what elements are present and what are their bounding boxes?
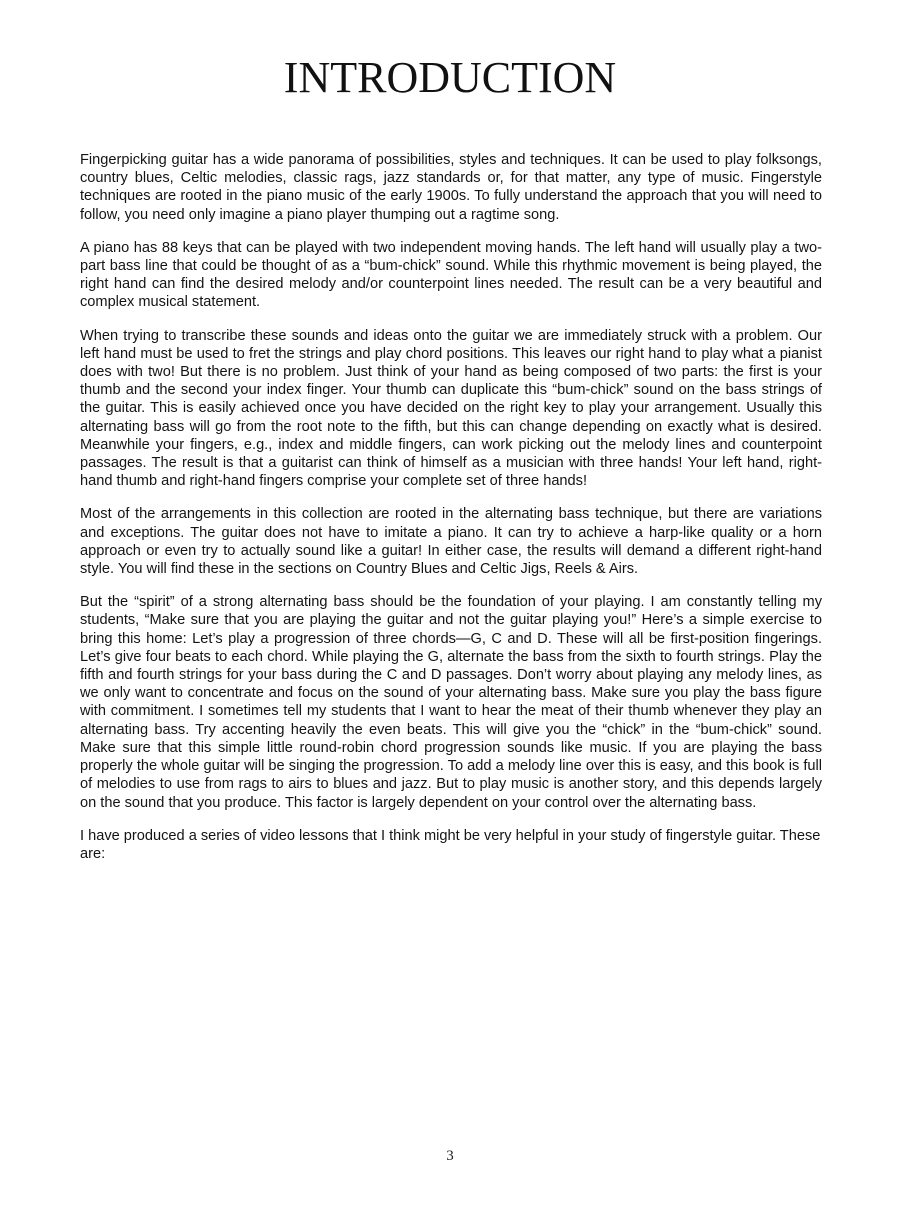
paragraph-5: But the “spirit” of a strong alternating bass should be the foundation of your playing. I am constantly telling my students, “Make sure that you are playing the guitar and not the guitar playing you!” Here’s a simple exercise to bring this home: Let’s play a progression of three chords—G, C and D. These will all be first-position fingerings. Let’s give four beats to each chord. While playing the G, alternate the bass from the sixth to fourth strings. Play the fifth and fourth strings for your bass during the C and D passages. Don’t worry about playing any melody lines, as we only want to concentrate and focus on the sound of your alternating bass. Make sure you play the bass figure with commitment. I sometimes tell my students that I want to hear the meat of their thumb whenever they play an alternating bass. Try accenting heavily the even beats. This will give you the “chick” in the “bum-chick” sound. Make sure that this simple little round-robin chord progression sounds like music. If you are playing the bass properly the whole guitar will be singing the progression. To add a melody line over this is easy, and this book is full of melodies to use from rags to airs to blues and jazz. But to play music is another story, and this depends largely on the sound that you produce. This factor is largely dependent on your control over the alternating bass. [80,594,822,811]
paragraph-6: I have produced a series of video lessons that I think might be very helpful in your study of fingerstyle guitar. These are: [80,827,821,862]
paragraph-1: Fingerpicking guitar has a wide panorama of possibilities, styles and techniques. It can be used to play folksongs, country blues, Celtic melodies, classic rags, jazz standards or, for that matter, any type of music. Fingerstyle techniques are rooted in the piano music of the early 1900s. To fully understand the approach that you will need to follow, you need only imagine a piano player thumping out a ragtime song. [80,152,822,223]
page-title: INTRODUCTION [283,53,617,102]
page-number: 3 [446,1148,454,1164]
body-text [80,151,822,878]
paragraph-4: Most of the arrangements in this collection are rooted in the alternating bass technique, but there are variations and exceptions. The guitar does not have to imitate a piano. It can try to achieve a harp-like quality or a horn approach or even try to actually sound like a guitar! In either case, the results will demand a different right-hand style. You will find these in the sections on Country Blues and Celtic Jigs, Reels & Airs. [80,506,822,578]
paragraph-2: A piano has 88 keys that can be played with two independent moving hands. The left hand will usually play a two-part bass line that could be thought of as a “bum-chick” sound. While this rhythmic movement is being played, the right hand can find the desired melody and/or counterpoint lines needed. The result can be a very beautiful and complex musical statement. [80,239,822,311]
paragraph-3: When trying to transcribe these sounds and ideas onto the guitar we are immediately struck with a problem. Our left hand must be used to fret the strings and play chord positions. This leaves our right hand to play what a pianist does with two! But there is no problem. Just think of your hand as being composed of two parts: the first is your thumb and the second your index finger. Your thumb can duplicate this “bum-chick” sound on the bass strings of the guitar. This is easily achieved once you have decided on the right key to play your arrangement. Usually this alternating bass will go from the root note to the fifth, but this can change depending on exactly what is desired. Meanwhile your fingers, e.g., index and middle fingers, can work picking out the melody lines and counterpoint passages. The result is that a guitarist can think of himself as a musician with three hands! Your left hand, right-hand thumb and right-hand fingers comprise your complete set of three hands! [80,327,822,490]
